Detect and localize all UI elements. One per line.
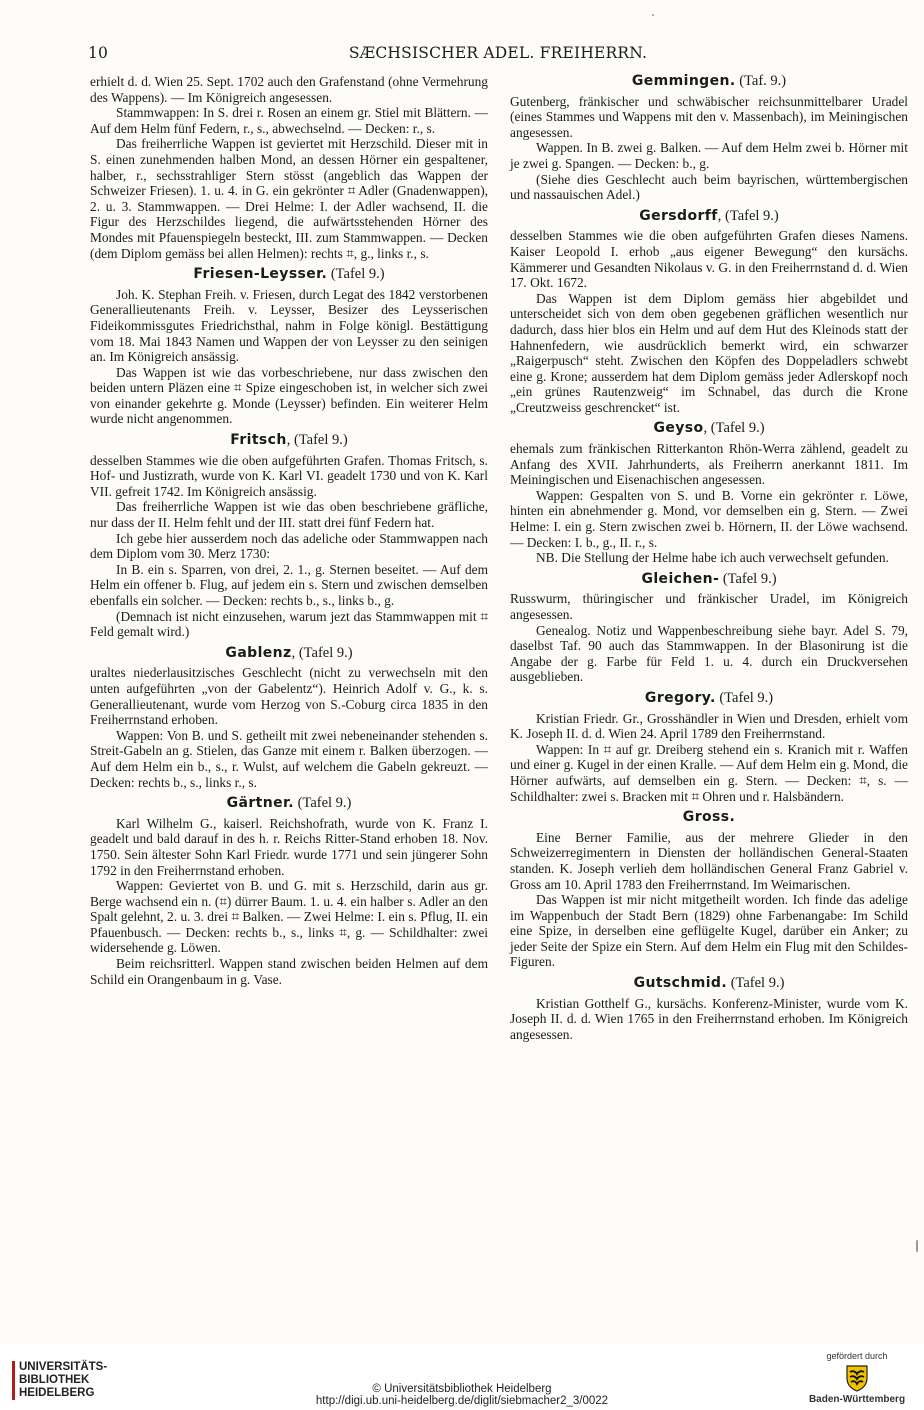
paragraph: In B. ein s. Sparren, von drei, 2. 1., g. Sternen beseitet. — Auf dem Helm ein offener b. Flug, auf jedem ein s. Stern und zwischen demselben ebenfalls ein solcher. — Decken: rechts b., s., links b., g. <box>90 561 488 608</box>
paragraph: Russwurm, thüringischer und fränkischer Uradel, im Königreich angesessen. <box>510 591 908 622</box>
entry-plate: (Taf. 9.) <box>739 73 787 89</box>
page-header <box>88 44 908 68</box>
paragraph: Kristian Gotthelf G., kursächs. Konferenz-Minister, wurde vom K. Joseph II. d. d. Wien 1765 in den Freiherrnstand erhoben. Im Königreich angesessen. <box>510 995 908 1042</box>
state-name: Baden-Württemberg <box>808 1394 906 1405</box>
entry-name: Gemmingen. <box>631 73 736 89</box>
paragraph: Wappen: Von B. und S. getheilt mit zwei nebeneinander stehenden s. Streit-Gabeln an g. Stielen, das Ganze mit einem r. Balken überzogen. — Auf dem Helm ein b., s., r. Wulst, auf welchem die Gabeln gekreuzt. — Decken: rechts b., s., links r., s. <box>90 727 488 790</box>
entry-name: Gregory. <box>644 689 716 706</box>
paragraph: Das freiherrliche Wappen ist geviertet mit Herzschild. Dieser mit in S. einen zunehmenden halben Mond, an dessen Hörner ein gespaltener, halber, r., sechsstrahliger Stern stösst (angeblich das Wappen der Schweizer Friesen). 1. u. 4. in G. ein gekrönter ⌗ Adler (Gnadenwappen), 2. u. 3. Stammwappen. — Drei Helme: I. der Adler wachsend, II. die Figur des Herzschildes liegend, die aufwärtsstehenden Hörner des Mondes mit Pfauenspiegeln besteckt, III. zum Stammwappen. — Decken (dem Diplom gemäss bei allen Helmen): rechts ⌗, g., links r., s. <box>90 136 488 261</box>
funding-badge <box>802 1351 912 1405</box>
coat-of-arms-icon <box>844 1364 870 1392</box>
entry-name: Fritsch <box>230 432 287 449</box>
entry-name: Gärtner. <box>226 795 295 812</box>
paragraph: Gutenberg, fränkischer und schwäbischer reichsunmittelbarer Uradel (eines Stammes und Wappens mit den v. Massenbach), im Meiningischen angesessen. <box>510 93 908 140</box>
entry-plate: (Tafel 9.) <box>719 689 774 706</box>
entry-heading <box>510 976 908 992</box>
entry-name: Gablenz <box>225 644 292 661</box>
entry-plate: , (Tafel 9.) <box>286 432 348 449</box>
logo-bar-icon <box>12 1361 15 1374</box>
left-column <box>90 74 488 987</box>
digitization-footer <box>0 1345 924 1410</box>
running-head: SÆCHSISCHER ADEL. FREIHERRN. <box>348 44 648 62</box>
paragraph: erhielt d. d. Wien 25. Sept. 1702 auch den Grafenstand (ohne Vermehrung des Wappens). — Im Königreich angesessen. <box>90 74 488 105</box>
paragraph: Das Wappen ist mir nicht mitgetheilt worden. Ich finde das adelige im Wappenbuch der Stadt Bern (1829) ohne Farbenangabe: Im Schild eine Spize, in derselben eine geflügelte Kugel, darüber ein Anker; zu jeder Seite der Spize ein Stern. Auf dem Helm ein Flug mit den Schildes-Figuren. <box>510 892 908 970</box>
paragraph: desselben Stammes wie die oben aufgeführten Grafen. Thomas Fritsch, s. Hof- und Justizrath, wurde von K. Karl VI. geadelt 1730 und von K. Karl VII. gefreit 1742. Im Königreich ansässig. <box>90 452 488 499</box>
paper-speck <box>652 14 654 16</box>
paragraph: Wappen. In B. zwei g. Balken. — Auf dem Helm zwei b. Hörner mit je zwei g. Spangen. — Decken: b., g. <box>510 140 908 171</box>
entry-heading <box>510 572 908 588</box>
paragraph: Das Wappen ist dem Diplom gemäss hier abgebildet und unterscheidet sich von dem oben gegebenen gräflichen wesentlich nur dadurch, dass hier blos ein Helm und auf dem Hut des Kleinods statt der Hahnenfedern, wie ausdrücklich bemerkt wird, ein schwarzer „Raigerpusch“ steht. Zwischen den Köpfen des Doppeladlers schwebt eine g. Krone; ausserdem hat dem Diplom gemäss jeder Adlerskopf noch „ein grünes Rautenzweig“ im Schnabel, das durch die Krone „Creutzweiss geschrencket“ ist. <box>510 290 908 415</box>
entry-plate: , (Tafel 9.) <box>703 420 765 437</box>
paragraph: desselben Stammes wie die oben aufgeführten Grafen dieses Namens. Kaiser Leopold I. erhob „aus eigener Bewegung“ den kursächs. Kämmerer und Gesandten Nikolaus v. G. in den Freiherrnstand d. d. Wien 17. Okt. 1672. <box>510 228 908 291</box>
entry-heading <box>90 796 488 812</box>
entry-plate: (Tafel 9.) <box>297 795 352 812</box>
copyright-text: © Universitätsbibliothek Heidelberg <box>372 1383 552 1395</box>
entry-heading <box>510 810 908 826</box>
paragraph: Genealog. Notiz und Wappenbeschreibung siehe bayr. Adel S. 79, daselbst Taf. 90 auch das Stammwappen. In der Blasonirung ist die Angabe der g. Farbe für Feld 1. u. 4. durch ein Druckversehen ausgeblieben. <box>510 622 908 685</box>
entry-name: Geyso <box>653 420 704 437</box>
page-number: 10 <box>88 44 109 62</box>
right-column <box>510 74 908 1042</box>
entry-plate: (Tafel 9.) <box>730 975 785 992</box>
copyright-block <box>0 1383 924 1407</box>
entry-heading <box>510 421 908 437</box>
library-name-line2: BIBLIOTHEK <box>19 1374 90 1386</box>
paragraph: Stammwappen: In S. drei r. Rosen an einem gr. Stiel mit Blättern. — Auf dem Helm fünf Federn, r., s., abwechselnd. — Decken: r., s. <box>90 105 488 136</box>
paragraph: uraltes niederlausitzisches Geschlecht (nicht zu verwechseln mit den unten aufgeführten „von der Gabelentz“). Heinrich Adolf v. G., k. s. Generallieutenant, wurde vom Herzog von S.-Coburg circa 1835 in den Freiherrnstand erhoben. <box>90 665 488 728</box>
entry-plate: , (Tafel 9.) <box>717 207 779 224</box>
funded-by-text: gefördert durch <box>826 1351 888 1361</box>
paragraph: Beim reichsritterl. Wappen stand zwischen beiden Helmen auf dem Schild ein Orangenbaum in g. Vase. <box>90 956 488 987</box>
paragraph: Kristian Friedr. Gr., Grosshändler in Wien und Dresden, erhielt vom K. Joseph II. d. d. Wien 24. April 1789 den Freiherrnstand. <box>510 710 908 742</box>
entry-name: Gutschmid. <box>633 975 728 992</box>
entry-plate: (Tafel 9.) <box>330 266 385 283</box>
entry-heading <box>510 691 908 707</box>
library-name-line3: HEIDELBERG <box>19 1387 95 1399</box>
library-name-line1: UNIVERSITÄTS- <box>19 1361 108 1373</box>
entry-name: Gersdorff <box>639 207 718 224</box>
paragraph: Karl Wilhelm G., kaiserl. Reichshofrath, wurde von K. Franz I. geadelt und bald darauf in des h. r. Reichs Ritter-Stand erhoben 18. Nov. 1750. Sein ältester Sohn Karl Friedr. wurde 1771 und sein jüngerer Sohn 1792 in den Freiherrnstand erhoben. <box>90 815 488 878</box>
entry-plate: , (Tafel 9.) <box>291 644 353 661</box>
permalink[interactable]: http://digi.ub.uni-heidelberg.de/diglit/siebmacher2_3/0022 <box>315 1395 609 1407</box>
paragraph: Joh. K. Stephan Freih. v. Friesen, durch Legat des 1842 verstorbenen Generallieutenants Freih. v. Leysser, Besizer des Leysserischen Fideikommissgutes Friedrichsthal, nahm in Folge königl. Bestättigung vom 18. Mai 1843 Namen und Wappen der von Leysser zu den seinigen an. Im Königreich ansässig. <box>90 286 488 365</box>
paper-speck <box>916 1240 918 1252</box>
paragraph: NB. Die Stellung der Helme habe ich auch verwechselt gefunden. <box>536 550 889 566</box>
entry-heading <box>90 433 488 449</box>
entry-heading <box>510 74 908 90</box>
entry-name: Friesen-Leysser. <box>193 266 328 283</box>
entry-plate: (Tafel 9.) <box>722 570 777 587</box>
paragraph: Das freiherrliche Wappen ist wie das oben beschriebene gräfliche, nur dass der II. Helm fehlt und der III. statt drei fünf Federn hat. <box>90 499 488 531</box>
paragraph: Eine Berner Familie, aus der mehrere Glieder in den Schweizerregimentern in Diensten der holländischen General-Staaten standen. K. Joseph verlieh dem holländischen General Franz Gabriel v. Gross am 10. April 1783 den Freiherrnstand. Im Weimarischen. <box>510 829 908 892</box>
paragraph: ehemals zum fränkischen Ritterkanton Rhön-Werra zählend, geadelt zu Anfang des XVII. Jahrhunderts, als Freiherrn anerkannt 1811. Im Meiningischen und Eisenachischen angesessen. <box>510 441 908 488</box>
entry-name: Gross. <box>682 809 736 826</box>
entry-heading <box>90 267 488 283</box>
paragraph: Ich gebe hier ausserdem noch das adeliche oder Stammwappen nach dem Diplom vom 30. Merz 1730: <box>90 530 488 562</box>
paragraph: Wappen: Gespalten von S. und B. Vorne ein gekrönter r. Löwe, hinten ein abnehmender g. Mond, vor demselben ein g. Stern. — Zwei Helme: I. ein g. Stern zwischen zwei b. Hörnern, II. der Löwe wachsend. — Decken: I. b., g., II. r., s. <box>510 487 908 550</box>
paragraph: Wappen: In ⌗ auf gr. Dreiberg stehend ein s. Kranich mit r. Waffen und einer g. Kugel in der einen Kralle. — Auf dem Helm ein g. Mond, die Hörner aufwärts, auf demselben ein g. Stern. — Decken: ⌗, s. — Schildhalter: zwei s. Bracken mit ⌗ Ohren und r. Halsbändern. <box>510 741 908 804</box>
paragraph: (Demnach ist nicht einzusehen, warum jezt das Stammwappen mit ⌗ Feld gemalt wird.) <box>90 608 488 640</box>
entry-heading <box>510 209 908 225</box>
paragraph: Wappen: Geviertet von B. und G. mit s. Herzschild, darin aus gr. Berge wachsend ein n. (⌗) dürrer Baum. 1. u. 4. ein halber s. Adler an den Spalt gelehnt, 2. u. 3. drei ⌗ Balken. — Zwei Helme: I. ein s. Pflug, II. ein Pfauenbusch. — Decken: rechts b., s., links ⌗, g. — Schildhalter: zwei widersehende g. Löwen. <box>90 878 488 956</box>
paragraph: Das Wappen ist wie das vorbeschriebene, nur dass zwischen den beiden untern Pläzen eine ⌗ Spize eingeschoben ist, in welcher sich zwei von einander gekehrte g. Monde (Leysser) befinden. Ein weiterer Helm wurde nicht angenommen. <box>90 364 488 427</box>
paragraph: (Siehe dies Geschlecht auch beim bayrischen, württembergischen und nassauischen Adel.) <box>510 171 908 203</box>
entry-name: Gleichen- <box>641 570 720 587</box>
entry-heading <box>90 646 488 662</box>
